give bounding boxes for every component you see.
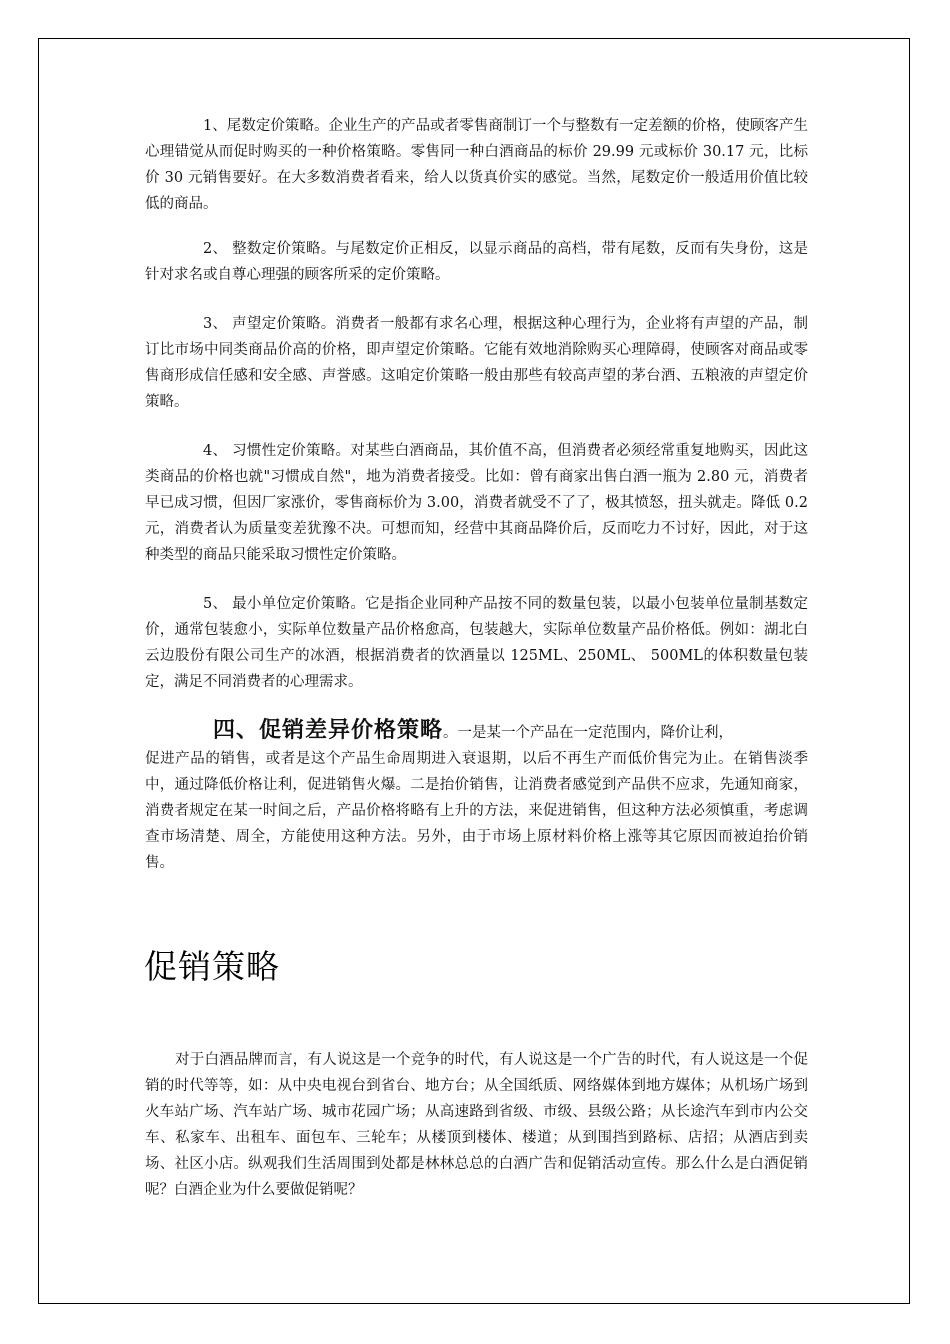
document-body (145, 113, 808, 1203)
section-4-line (145, 718, 808, 746)
paragraph-odd-pricing: 1、尾数定价策略。企业生产的产品或者零售商制订一个与整数有一定差额的价格，使顾客产生心理错觉从而促时购买的一种价格策略。零售同一种白酒商品的标价 29.99 元或标价 30.17 元，比标价 30 元销售要好。在大多数消费者看来，给人以货真价实的感觉。当然，尾数定价一般适用价值比较低的商品。 (145, 118, 808, 212)
closing-paragraph: 对于白酒品牌而言，有人说这是一个竞争的时代，有人说这是一个广告的时代，有人说这是一个促销的时代等等，如：从中央电视台到省台、地方台；从全国纸质、网络媒体到地方媒体；从机场广场到火车站广场、汽车站广场、城市花园广场；从高速路到省级、市级、县级公路；从长途汽车到市内公交车、私家车、出租车、面包车、三轮车；从楼顶到楼体、楼道；从到围挡到路标、店招；从酒店到卖场、社区小店。纵观我们生活周围到处都是林林总总的白酒广告和促销活动宣传。那么什么是白酒促销呢？白酒企业为什么要做促销呢？ (145, 1052, 808, 1198)
paragraph-habit-pricing: 4、 习惯性定价策略。对某些白酒商品，其价值不高，但消费者必须经常重复地购买，因此这类商品的价格也就"习惯成自然"，地为消费者接受。比如：曾有商家出售白酒一瓶为 2.80 元，消费者早已成习惯，但因厂家涨价，零售商标价为 3.00，消费者就受不了了，极其愤怒，扭头就走。降低 0.2 元，消费者认为质量变差犹豫不决。可想而知，经营中其商品降价后，反而吃力不讨好，因此，对于这种类型的商品只能采取习惯性定价策略。 (145, 443, 808, 563)
section-4-body: 促进产品的销售，或者是这个产品生命周期进入衰退期，以后不再生产而低价售完为止。在销售淡季中，通过降低价格让利，促进销售火爆。二是抬价销售，让消费者感觉到产品供不应求，先通知商家，消费者规定在某一时间之后，产品价格将略有上升的方法，来促进销售，但这种方法必须慎重，考虑调查市场清楚、周全，方能使用这种方法。另外，由于市场上原材料价格上涨等其它原因而被迫抬价销售。 (145, 751, 808, 871)
section-4-heading: 四、促销差异价格策略 (213, 718, 444, 743)
paragraph-round-pricing: 2、 整数定价策略。与尾数定价正相反，以显示商品的高档，带有尾数，反而有失身份，这是针对求名或自尊心理强的顾客所采的定价策略。 (145, 241, 808, 283)
section-4-inline-text: 。一是某一个产品在一定范围内，降价让利， (443, 725, 734, 741)
page-title: 促销策略 (144, 947, 280, 986)
paragraph-prestige-pricing: 3、 声望定价策略。消费者一般都有求名心理，根据这种心理行为，企业将有声望的产品，制订比市场中同类商品价高的价格，即声望定价策略。它能有效地消除购买心理障碍，使顾客对商品或零售商形成信任感和安全感、声誉感。这咱定价策略一般由那些有较高声望的茅台酒、五粮液的声望定价策略。 (145, 316, 808, 410)
paragraph-unit-pricing: 5、 最小单位定价策略。它是指企业同种产品按不同的数量包装，以最小包装单位量制基数定价，通常包装愈小，实际单位数量产品价格愈高，包装越大，实际单位数量产品价格低。例如：湖北白云边股份有限公司生产的冰酒，根据消费者的饮酒量以 125ML、250ML、 500ML的体积数量包装定，满足不同消费者的心理需求。 (145, 596, 808, 690)
